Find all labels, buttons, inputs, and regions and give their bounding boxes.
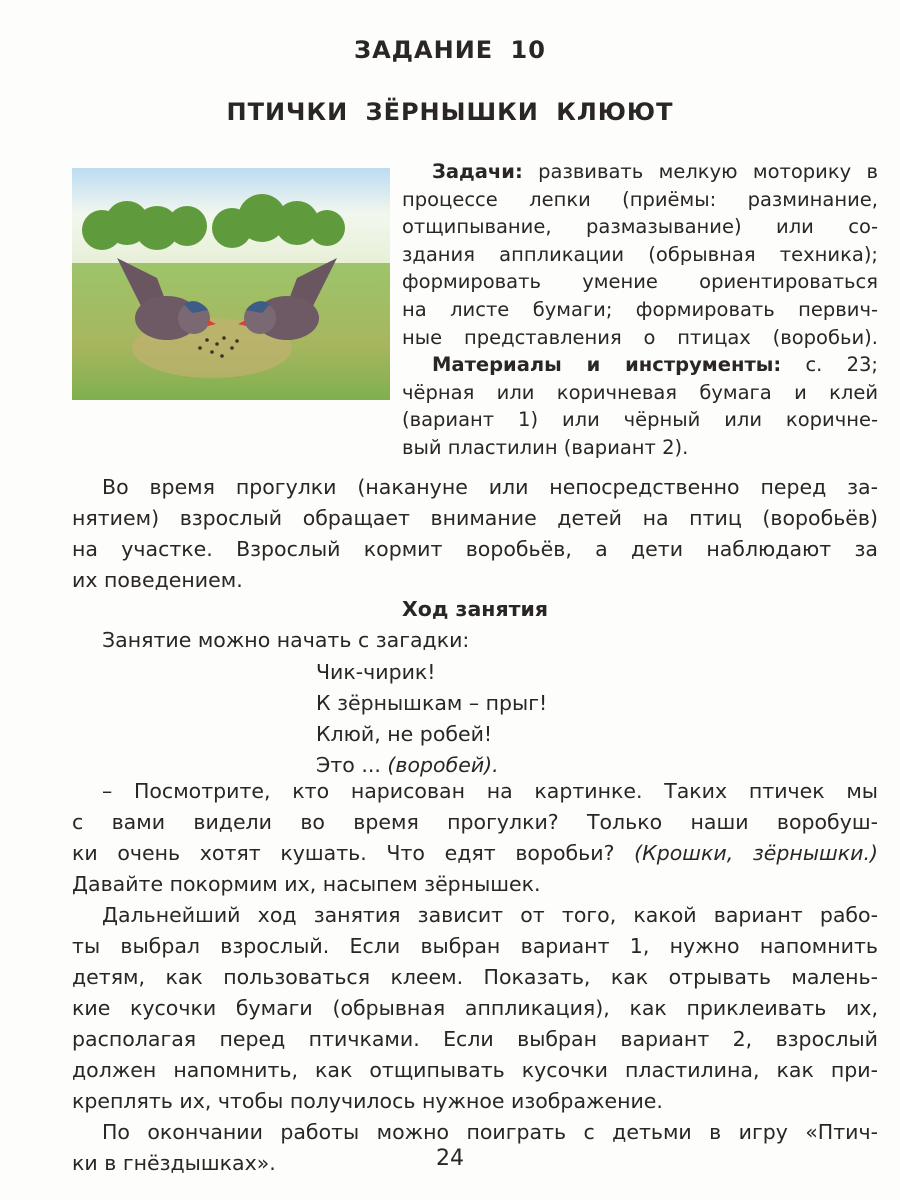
- poem-line: Чик-чирик!: [316, 660, 436, 684]
- text-line: (вариант 1) или чёрный или коричне-: [402, 408, 878, 432]
- text-line: ки в гнёздышках».: [72, 1151, 276, 1175]
- page-title: ПТИЧКИ ЗЁРНЫШКИ КЛЮЮТ: [226, 98, 674, 126]
- procedure-paragraph: [72, 900, 878, 1179]
- text-line: По окончании работы можно поиграть с детьми в игру «Птич-: [102, 1120, 878, 1144]
- intro-paragraph: [72, 472, 878, 596]
- text-line: с. 23;: [781, 353, 878, 377]
- tasks-label: Задачи:: [432, 160, 523, 183]
- riddle-intro: Занятие можно начать с загадки:: [102, 628, 470, 652]
- poem-line: Клюй, не робей!: [316, 722, 493, 746]
- text-line: на участке. Взрослый кормит воробьёв, а дети наблюдают за: [72, 537, 878, 561]
- text-line: чёрная или коричневая бумага и клей: [402, 380, 878, 404]
- text-line: их поведением.: [72, 568, 243, 592]
- text-line: располагая перед птичками. Если выбран вариант 2, взрослый: [72, 1027, 878, 1051]
- text-line: с вами видели во время прогулки? Только наши воробуш-: [72, 810, 878, 834]
- materials-label: Материалы и инструменты:: [432, 353, 782, 377]
- tasks-block: [402, 158, 878, 462]
- riddle-poem: [316, 657, 547, 781]
- text-line: Во время прогулки (накануне или непосредственно перед за-: [102, 475, 878, 499]
- text-line: Давайте покормим их, насыпем зёрнышек.: [72, 872, 541, 896]
- text-line: креплять их, чтобы получилось нужное изображение.: [72, 1089, 663, 1113]
- text-line: – Посмотрите, кто нарисован на картинке. Таких птичек мы: [102, 779, 878, 803]
- text-line: ки очень хотят кушать. Что едят воробьи?: [72, 841, 635, 865]
- text-line: детям, как пользоваться клеем. Показать, как отрывать малень-: [72, 965, 878, 989]
- text-line: нятием) взрослый обращает внимание детей на птиц (воробьёв): [72, 506, 878, 530]
- text-line: процессе лепки (приёмы: разминание,: [402, 187, 878, 211]
- text-line: формировать умение ориентироваться: [402, 270, 878, 294]
- text-line: ные представления о птицах (воробьи).: [402, 325, 878, 349]
- poem-line: Это ...: [316, 753, 381, 777]
- dialogue-paragraph: [72, 776, 878, 900]
- text-line: на листе бумаги; формировать первич-: [402, 297, 878, 321]
- answer-text: (Крошки, зёрнышки.): [634, 841, 878, 865]
- text-line: Дальнейший ход занятия зависит от того, какой вариант рабо-: [102, 903, 878, 927]
- poem-answer: (воробей).: [387, 753, 499, 777]
- text-line: отщипывание, размазывание) или со-: [402, 215, 878, 239]
- text-line: ты выбрал взрослый. Если выбран вариант 1, нужно напомнить: [72, 934, 878, 958]
- sparrows-illustration: [72, 168, 390, 400]
- text-line: развивать мелкую моторику в: [522, 160, 878, 183]
- text-line: кие кусочки бумаги (обрывная аппликация), как приклеивать их,: [72, 996, 878, 1020]
- page-number: 24: [436, 1146, 464, 1171]
- text-line: вый пластилин (вариант 2).: [402, 435, 689, 459]
- text-line: должен напомнить, как отщипывать кусочки пластилина, как при-: [72, 1058, 878, 1082]
- section-heading: Ход занятия: [401, 597, 549, 621]
- task-number: ЗАДАНИЕ 10: [354, 36, 546, 64]
- text-line: здания аппликации (обрывная техника);: [402, 242, 878, 266]
- poem-line: К зёрнышкам – прыг!: [316, 691, 548, 715]
